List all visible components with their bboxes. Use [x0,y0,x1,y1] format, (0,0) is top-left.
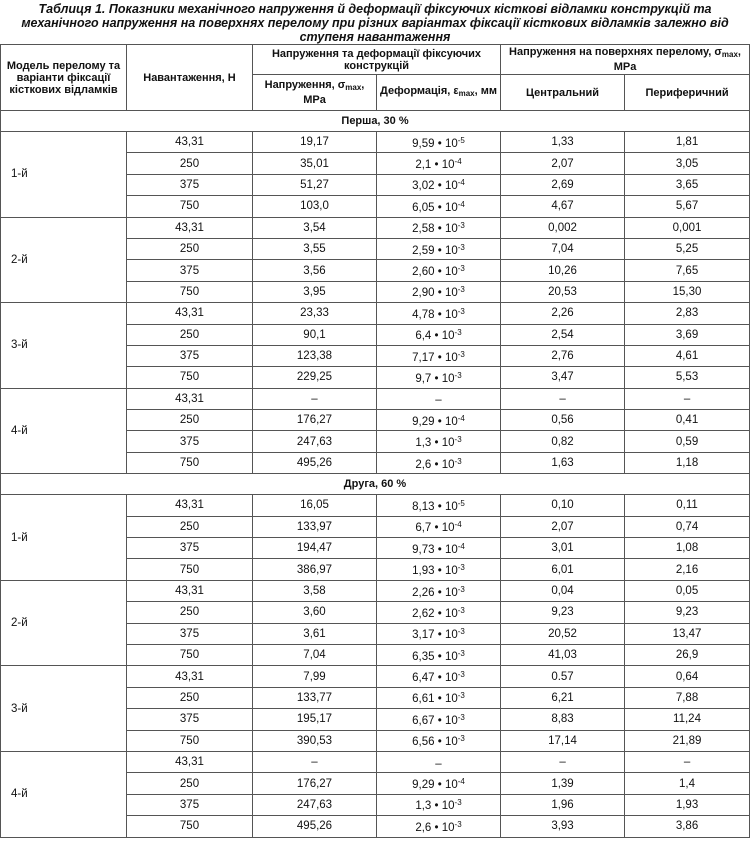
load-cell: 43,31 [127,217,253,238]
stress-cell: 176,27 [253,773,377,794]
peripheral-cell: 0,11 [625,495,750,516]
deformation-cell: 1,3 • $10^{-3}$ [377,794,501,815]
load-cell: 43,31 [127,388,253,409]
stress-cell: 386,97 [253,559,377,580]
peripheral-cell: – [625,388,750,409]
stress-cell: 3,61 [253,623,377,644]
stress-cell: 51,27 [253,174,377,195]
central-cell: 0.57 [501,666,625,687]
deformation-cell: 1,93 • $10^{-3}$ [377,559,501,580]
header-load: Навантаження, Н [127,45,253,111]
peripheral-cell: 1,08 [625,538,750,559]
central-cell: 3,47 [501,367,625,388]
load-cell: 250 [127,410,253,431]
data-table [0,44,750,838]
stress-cell: 390,53 [253,730,377,751]
peripheral-cell: 5,53 [625,367,750,388]
header-central: Центральний [501,75,625,111]
stress-cell: 229,25 [253,367,377,388]
central-cell: 1,96 [501,794,625,815]
deformation-cell: 9,7 • $10^{-3}$ [377,367,501,388]
load-cell: 250 [127,687,253,708]
central-cell: 1,39 [501,773,625,794]
deformation-cell: 6,4 • $10^{-3}$ [377,324,501,345]
stress-cell: 195,17 [253,709,377,730]
load-cell: 250 [127,602,253,623]
stress-cell: 3,58 [253,580,377,601]
load-cell: 43,31 [127,495,253,516]
central-cell: 3,93 [501,816,625,837]
table-row [1,580,750,601]
deformation-cell: 6,7 • $10^{-4}$ [377,516,501,537]
central-cell: 17,14 [501,730,625,751]
peripheral-cell: 0,41 [625,410,750,431]
deformation-cell: 2,6 • $10^{-3}$ [377,452,501,473]
stress-cell: 123,38 [253,345,377,366]
load-cell: 375 [127,345,253,366]
peripheral-cell: 2,83 [625,303,750,324]
central-cell: 20,52 [501,623,625,644]
load-cell: 43,31 [127,132,253,153]
deformation-cell: 8,13 • $10^{-5}$ [377,495,501,516]
table-row [1,303,750,324]
stress-cell: 495,26 [253,816,377,837]
deformation-cell: 3,02 • $10^{-4}$ [377,174,501,195]
stress-cell: 3,55 [253,238,377,259]
stress-cell: 247,63 [253,794,377,815]
peripheral-cell: 2,16 [625,559,750,580]
stress-cell: 3,56 [253,260,377,281]
central-cell: 41,03 [501,644,625,665]
deformation-cell: 6,35 • $10^{-3}$ [377,644,501,665]
deformation-cell: 1,3 • $10^{-3}$ [377,431,501,452]
central-cell: 3,01 [501,538,625,559]
peripheral-cell: 26,9 [625,644,750,665]
model-cell: 2-й [1,580,127,666]
peripheral-cell: 11,24 [625,709,750,730]
model-cell: 3-й [1,303,127,389]
peripheral-cell: 9,23 [625,602,750,623]
stress-cell: 247,63 [253,431,377,452]
model-cell: 2-й [1,217,127,303]
central-cell: 6,01 [501,559,625,580]
load-cell: 375 [127,623,253,644]
peripheral-cell: 21,89 [625,730,750,751]
deformation-cell: 3,17 • $10^{-3}$ [377,623,501,644]
peripheral-cell: 0,001 [625,217,750,238]
central-cell: – [501,751,625,772]
deformation-cell: 6,61 • $10^{-3}$ [377,687,501,708]
load-cell: 375 [127,431,253,452]
peripheral-cell: 7,88 [625,687,750,708]
deformation-cell: 9,29 • $10^{-4}$ [377,410,501,431]
deformation-cell: 2,6 • $10^{-3}$ [377,816,501,837]
peripheral-cell: 1,93 [625,794,750,815]
load-cell: 750 [127,196,253,217]
peripheral-cell: 0,59 [625,431,750,452]
stress-cell: 103,0 [253,196,377,217]
model-cell: 1-й [1,132,127,218]
central-cell: 4,67 [501,196,625,217]
model-cell: 1-й [1,495,127,581]
peripheral-cell: 3,86 [625,816,750,837]
load-cell: 375 [127,794,253,815]
table-row [1,217,750,238]
peripheral-cell: 5,67 [625,196,750,217]
peripheral-cell: 4,61 [625,345,750,366]
load-cell: 250 [127,238,253,259]
deformation-cell: 2,90 • $10^{-3}$ [377,281,501,302]
stress-cell: 7,99 [253,666,377,687]
load-cell: 375 [127,709,253,730]
load-cell: 375 [127,260,253,281]
central-cell: 0,82 [501,431,625,452]
central-cell: 2,69 [501,174,625,195]
peripheral-cell: 0,64 [625,666,750,687]
peripheral-cell: 1,81 [625,132,750,153]
section-title: Перша, 30 % [1,111,750,132]
central-cell: 10,26 [501,260,625,281]
central-cell: 8,83 [501,709,625,730]
deformation-cell: 9,59 • $10^{-5}$ [377,132,501,153]
central-cell: 2,07 [501,516,625,537]
load-cell: 750 [127,367,253,388]
central-cell: 6,21 [501,687,625,708]
stress-cell: 19,17 [253,132,377,153]
load-cell: 250 [127,516,253,537]
model-cell: 4-й [1,388,127,474]
load-cell: 750 [127,281,253,302]
deformation-cell: 6,67 • $10^{-3}$ [377,709,501,730]
header-group-fixation: Напруження та деформації фіксуючих конструкцій [253,45,501,75]
load-cell: 750 [127,730,253,751]
section-title: Друга, 60 % [1,474,750,495]
load-cell: 750 [127,452,253,473]
table-row [1,751,750,772]
model-cell: 4-й [1,751,127,837]
stress-cell: 176,27 [253,410,377,431]
load-cell: 43,31 [127,303,253,324]
load-cell: 43,31 [127,580,253,601]
stress-cell: 90,1 [253,324,377,345]
table-row [1,388,750,409]
load-cell: 43,31 [127,751,253,772]
central-cell: 20,53 [501,281,625,302]
load-cell: 375 [127,174,253,195]
deformation-cell: 2,60 • $10^{-3}$ [377,260,501,281]
peripheral-cell: 15,30 [625,281,750,302]
stress-cell: 16,05 [253,495,377,516]
peripheral-cell: 5,25 [625,238,750,259]
model-cell: 3-й [1,666,127,752]
central-cell: 2,26 [501,303,625,324]
deformation-cell: 4,78 • $10^{-3}$ [377,303,501,324]
deformation-cell: 9,73 • $10^{-4}$ [377,538,501,559]
stress-cell: 133,77 [253,687,377,708]
peripheral-cell: 3,69 [625,324,750,345]
central-cell: 7,04 [501,238,625,259]
deformation-cell: 9,29 • $10^{-4}$ [377,773,501,794]
load-cell: 43,31 [127,666,253,687]
deformation-cell: 6,05 • $10^{-4}$ [377,196,501,217]
stress-cell: 194,47 [253,538,377,559]
load-cell: 375 [127,538,253,559]
header-group-fracture: Напруження на поверхнях перелому, $\sigma_{max}$, MPa [501,45,750,75]
central-cell: – [501,388,625,409]
peripheral-cell: – [625,751,750,772]
stress-cell: 495,26 [253,452,377,473]
stress-cell: – [253,751,377,772]
stress-cell: 7,04 [253,644,377,665]
load-cell: 250 [127,153,253,174]
peripheral-cell: 1,18 [625,452,750,473]
stress-cell: 3,54 [253,217,377,238]
central-cell: 1,63 [501,452,625,473]
deformation-cell: 6,47 • $10^{-3}$ [377,666,501,687]
load-cell: 750 [127,559,253,580]
header-deformation: Деформація, $\varepsilon_{max}$, мм [377,75,501,111]
table-row [1,666,750,687]
stress-cell: 23,33 [253,303,377,324]
central-cell: 2,54 [501,324,625,345]
header-peripheral: Периферичний [625,75,750,111]
section-row [1,474,750,495]
load-cell: 250 [127,324,253,345]
header-stress: Напруження, $\sigma_{max}$, MPa [253,75,377,111]
header-model: Модель перелому та варіанти фіксації кісткових відламків [1,45,127,111]
central-cell: 0,10 [501,495,625,516]
central-cell: 0,56 [501,410,625,431]
stress-cell: – [253,388,377,409]
stress-cell: 3,60 [253,602,377,623]
deformation-cell: – [377,751,501,772]
peripheral-cell: 3,05 [625,153,750,174]
table-caption: Таблиця 1. Показники механічного напруження й деформації фіксуючих кісткові відламки конструкцій та механічного напруження на поверхнях перелому при різних варіантах фіксації кісткових відламків залежно від ступеня навантаження [21,2,729,44]
central-cell: 1,33 [501,132,625,153]
deformation-cell: 2,1 • $10^{-4}$ [377,153,501,174]
peripheral-cell: 0,74 [625,516,750,537]
load-cell: 750 [127,816,253,837]
deformation-cell: 2,62 • $10^{-3}$ [377,602,501,623]
deformation-cell: 6,56 • $10^{-3}$ [377,730,501,751]
load-cell: 250 [127,773,253,794]
stress-cell: 3,95 [253,281,377,302]
central-cell: 0,04 [501,580,625,601]
section-row [1,111,750,132]
stress-cell: 35,01 [253,153,377,174]
central-cell: 2,76 [501,345,625,366]
deformation-cell: 2,26 • $10^{-3}$ [377,580,501,601]
deformation-cell: 2,59 • $10^{-3}$ [377,238,501,259]
stress-cell: 133,97 [253,516,377,537]
peripheral-cell: 0,05 [625,580,750,601]
central-cell: 9,23 [501,602,625,623]
peripheral-cell: 13,47 [625,623,750,644]
peripheral-cell: 1,4 [625,773,750,794]
deformation-cell: – [377,388,501,409]
peripheral-cell: 3,65 [625,174,750,195]
deformation-cell: 7,17 • $10^{-3}$ [377,345,501,366]
load-cell: 750 [127,644,253,665]
deformation-cell: 2,58 • $10^{-3}$ [377,217,501,238]
table-row [1,132,750,153]
central-cell: 0,002 [501,217,625,238]
table-row [1,495,750,516]
central-cell: 2,07 [501,153,625,174]
peripheral-cell: 7,65 [625,260,750,281]
